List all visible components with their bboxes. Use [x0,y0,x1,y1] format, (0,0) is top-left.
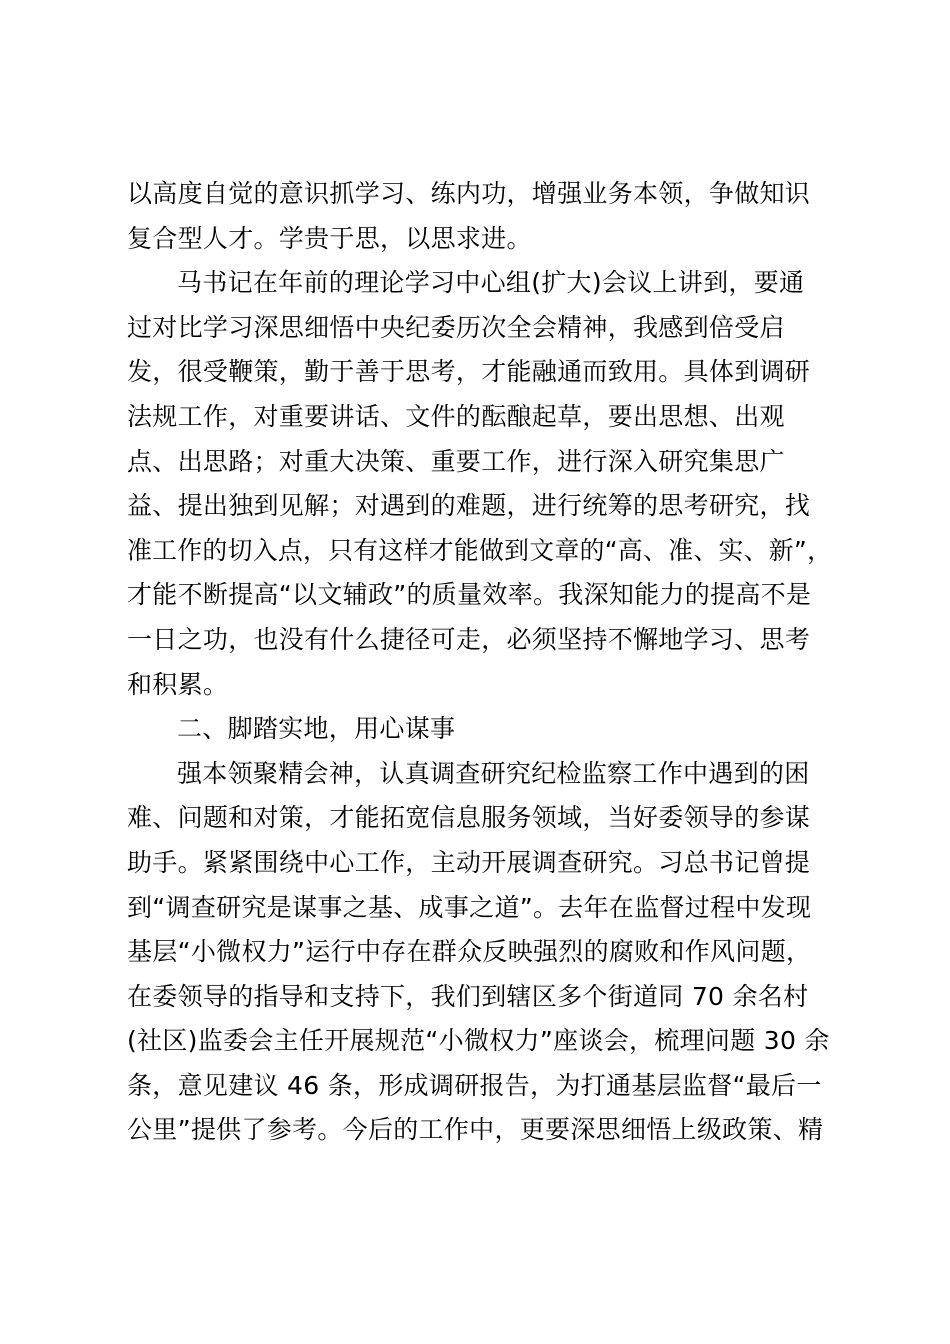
paragraph-first-line: 马书记在年前的理论学习中心组(扩大)会议上讲到，要通 [177,268,805,298]
text-line: 公里”提供了参考。今后的工作中，更要深思细悟上级政策、精 [127,1115,824,1145]
text-line: 点、出思路；对重大决策、重要工作，进行深入研究集思广 [127,446,785,476]
paragraph-first-line: 强本领聚精会神，认真调查研究纪检监察工作中遇到的困 [177,758,810,788]
text-line: 过对比学习深思细悟中央纪委历次全会精神，我感到倍受启 [127,312,785,342]
text-line: 到“调查研究是谋事之基、成事之道”。去年在监督过程中发现 [127,892,812,922]
text-line: 准工作的切入点，只有这样才能做到文章的“高、准、实、新”， [127,535,833,565]
text-line: 和积累。 [127,669,229,699]
text-line: (社区)监委会主任开展规范“小微权力”座谈会，梳理问题 30 余 [127,1026,830,1056]
document-body [127,172,833,1153]
paragraph-first-line: 二、脚踏实地，用心谋事 [177,714,456,744]
text-line: 法规工作，对重要讲话、文件的酝酿起草，要出思想、出观 [127,401,785,431]
text-line: 才能不断提高“以文辅政”的质量效率。我深知能力的提高不是 [127,580,812,610]
text-line: 在委领导的指导和支持下，我们到辖区多个街道同 70 余名村 [127,981,809,1011]
text-line: 基层“小微权力”运行中存在群众反映强烈的腐败和作风问题， [127,937,812,967]
text-line: 难、问题和对策，才能拓宽信息服务领域，当好委领导的参谋 [127,803,811,833]
text-line: 条，意见建议 46 条，形成调研报告，为打通基层监督“最后一 [127,1070,822,1100]
text-line: 发，很受鞭策，勤于善于思考，才能融通而致用。具体到调研 [127,357,811,387]
text-line: 一日之功，也没有什么捷径可走，必须坚持不懈地学习、思考 [127,624,811,654]
text-line: 复合型人才。学贵于思，以思求进。 [127,223,532,253]
text-line: 益、提出独到见解；对遇到的难题，进行统筹的思考研究，找 [127,491,811,521]
text-line: 以高度自觉的意识抓学习、练内功，增强业务本领，争做知识 [127,179,811,208]
text-line: 助手。紧紧围绕中心工作，主动开展调查研究。习总书记曾提 [127,847,811,877]
